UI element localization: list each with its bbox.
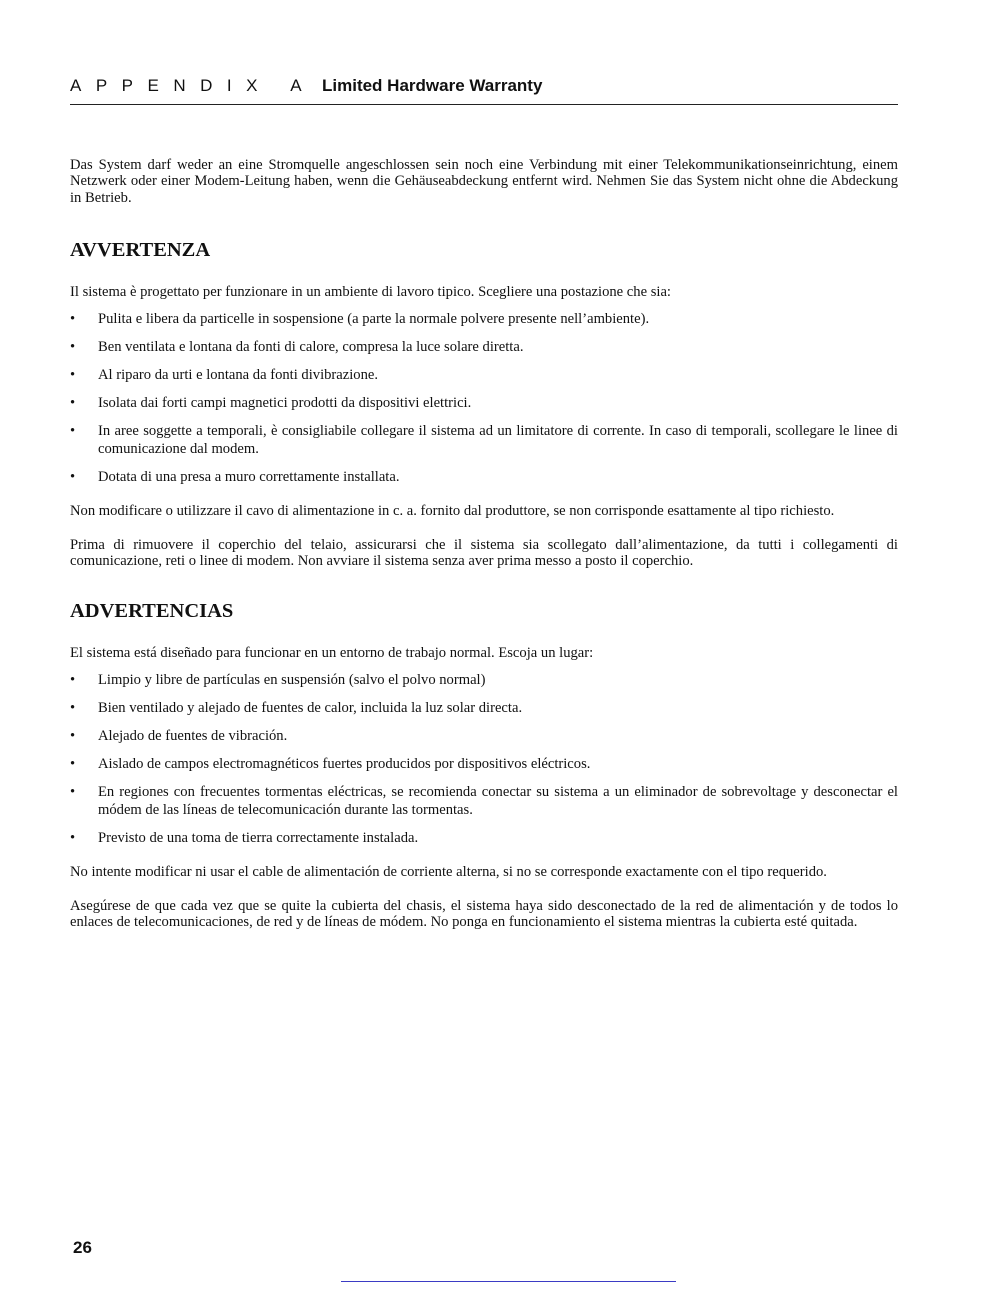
bullet-icon: • [70,672,76,689]
bullet-icon: • [70,339,76,356]
list-item: • In aree soggette a temporali, è consigliabile collegare il sistema ad un limitatore di corrente. In caso di temporali, scollegare le linee di comunicazione dal modem. [70,423,898,457]
bullet-icon: • [70,728,76,745]
bullet-icon: • [70,311,76,328]
list-item: • Limpio y libre de partículas en suspensión (salvo el polvo normal) [70,672,486,689]
italian-lead: Il sistema è progettato per funzionare in un ambiente di lavoro tipico. Scegliere una postazione che sia: [70,284,671,301]
list-item: • Bien ventilado y alejado de fuentes de calor, incluida la luz solar directa. [70,700,523,717]
bullet-icon: • [70,395,76,412]
list-item: • Al riparo da urti e lontana da fonti divibrazione. [70,367,379,384]
spanish-cable-paragraph: No intente modificar ni usar el cable de alimentación de corriente alterna, si no se corresponde exactamente con el tipo requerido. [70,864,827,881]
list-item: • Ben ventilata e lontana da fonti di calore, compresa la luce solare diretta. [70,339,524,356]
page-header [70,74,898,105]
appendix-label: APPENDIX A [70,76,317,95]
italian-cable-paragraph: Non modificare o utilizzare il cavo di alimentazione in c. a. fornito dal produttore, se non corrisponde esattamente al tipo richiesto. [70,503,835,520]
spanish-cover-paragraph: Asegúrese de que cada vez que se quite la cubierta del chasis, el sistema haya sido desconectado de la red de alimentación y de todos lo enlaces de telecomunicaciones, de red y de líneas de módem. No ponga en funcionamiento el sistema mientras la cubierta esté quitada. [70,897,898,931]
list-item: • Aislado de campos electromagnéticos fuertes producidos por dispositivos eléctricos. [70,756,591,773]
list-item: • En regiones con frecuentes tormentas eléctricas, se recomienda conectar su sistema a un eliminador de sobrevoltage y desconectar el módem de las líneas de telecomunicación durante las tormentas. [70,784,898,818]
bullet-icon: • [70,423,76,440]
page-content [70,157,898,930]
german-warning-paragraph: Das System darf weder an eine Stromquelle angeschlossen sein noch eine Verbindung mit einer Telekommunikationseinrichtung, einem Netzwerk oder einer Modem-Leitung haben, wenn die Gehäuseabdeckung entfernt wird. Nehmen Sie das System nicht ohne die Abdeckung in Betrieb. [70,157,898,206]
list-item: • Pulita e libera da particelle in sospensione (a parte la normale polvere presente nell’ambiente). [70,311,650,328]
spanish-heading: ADVERTENCIAS [70,600,234,623]
list-item: • Dotata di una presa a muro correttamente installata. [70,468,400,485]
list-item: • Alejado de fuentes de vibración. [70,728,288,745]
page-number: 26 [73,1238,92,1257]
spanish-list [70,672,898,847]
italian-list [70,311,898,486]
italian-cover-paragraph: Prima di rimuovere il coperchio del telaio, assicurarsi che il sistema sia scollegato dall’alimentazione, da tutti i collegamenti di comunicazione, reti o linee di modem. Non avviare il sistema senza aver prima messo a posto il coperchio. [70,536,898,569]
bullet-icon: • [70,756,76,773]
bullet-icon: • [70,829,76,846]
header-title: Limited Hardware Warranty [322,76,543,95]
italian-heading: AVVERTENZA [70,239,211,262]
footer-divider [341,1281,676,1282]
bullet-icon: • [70,700,76,717]
bullet-icon: • [70,468,76,485]
bullet-icon: • [70,784,76,801]
list-item: • Previsto de una toma de tierra correctamente instalada. [70,829,419,846]
spanish-lead: El sistema está diseñado para funcionar en un entorno de trabajo normal. Escoja un lugar: [70,645,594,662]
bullet-icon: • [70,367,76,384]
list-item: • Isolata dai forti campi magnetici prodotti da dispositivi elettrici. [70,395,472,412]
